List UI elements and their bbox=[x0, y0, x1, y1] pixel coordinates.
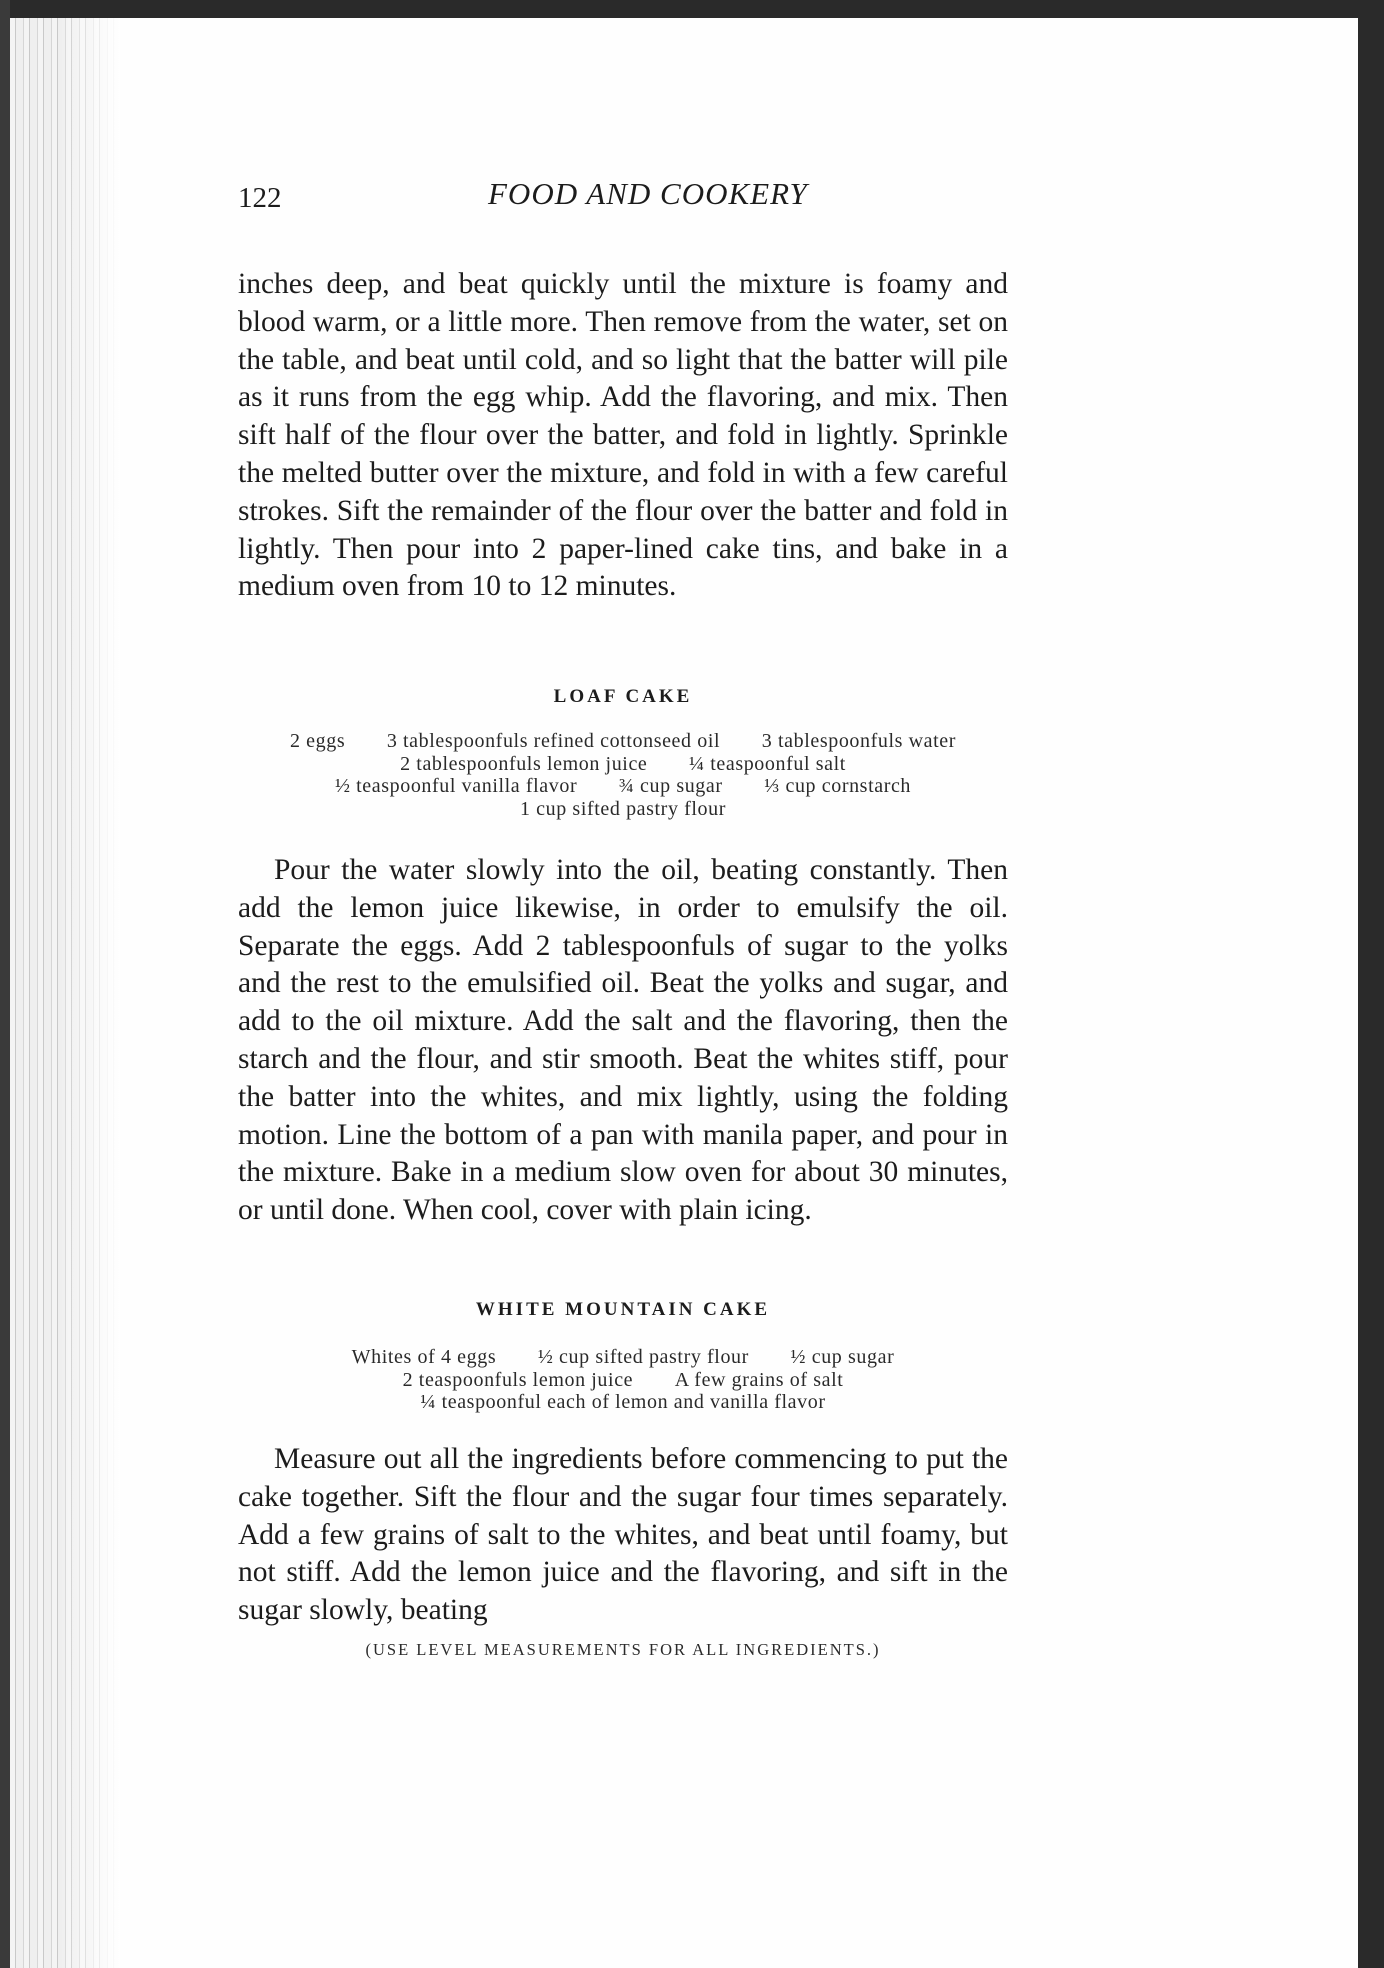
ingredient-item: ¾ cup sugar bbox=[618, 775, 723, 797]
directions-white-mountain-cake: Measure out all the ingredients before commencing to put the cake together. Sift the flour and the sugar four times separately. Add a few grains of salt to the whites, and beat until foamy, but not stiff. Add the lemon juice and the flavoring, and sift in the sugar slowly, beating bbox=[238, 1443, 1008, 1627]
ingredient-item: 1 cup sifted pastry flour bbox=[519, 797, 727, 820]
scan-border-left bbox=[0, 0, 10, 1968]
ingredient-item: ½ teaspoonful vanilla flavor bbox=[334, 775, 578, 797]
ingredient-list-loaf-cake bbox=[238, 730, 1008, 820]
ingredient-item: ⅓ cup cornstarch bbox=[764, 775, 912, 797]
ingredient-item: 2 tablespoonfuls lemon juice bbox=[400, 752, 648, 775]
ingredient-item: 2 teaspoonfuls lemon juice bbox=[402, 1368, 634, 1391]
ingredient-item: Whites of 4 eggs bbox=[351, 1346, 497, 1368]
ingredient-item: 2 eggs bbox=[289, 730, 346, 752]
ingredient-list-white-mountain-cake bbox=[238, 1346, 1008, 1414]
ingredient-line bbox=[238, 1346, 1008, 1369]
ingredient-item: A few grains of salt bbox=[674, 1368, 844, 1391]
opening-paragraph: inches deep, and beat quickly until the mixture is foamy and blood warm, or a little more. Then remove from the water, set on the table, and beat until cold, and so light that the batter will pile as it runs from the egg whip. Add the flavoring, and mix. Then sift half of the flour over the batter, and fold in lightly. Sprinkle the melted butter over the mixture, and fold in with a few careful strokes. Sift the remainder of the flour over the batter and fold in lightly. Then pour into 2 paper-lined cake tins, and bake in a medium oven from 10 to 12 minutes. bbox=[238, 268, 1008, 603]
ingredient-item: 3 tablespoonfuls water bbox=[761, 730, 957, 752]
ingredient-line bbox=[238, 730, 1008, 753]
running-head bbox=[238, 176, 1008, 232]
ingredient-line bbox=[238, 775, 1008, 798]
ingredient-item: ¼ teaspoonful salt bbox=[689, 752, 846, 775]
ingredient-item: ½ cup sifted pastry flour bbox=[537, 1346, 749, 1368]
page-number: 122 bbox=[238, 182, 282, 214]
ingredient-item: ½ cup sugar bbox=[790, 1346, 895, 1368]
ingredient-line bbox=[238, 1369, 1008, 1392]
directions-loaf-cake: Pour the water slowly into the oil, beating constantly. Then add the lemon juice likewise, in order to emulsify the oil. Separate the eggs. Add 2 tablespoonfuls of sugar to the yolks and the rest to the emulsified oil. Beat the yolks and sugar, and add to the oil mixture. Add the salt and the flavoring, then the starch and the flour, and stir smooth. Beat the whites stiff, pour the batter into the whites, and mix lightly, using the folding motion. Line the bottom of a pan with manila paper, and pour in the mixture. Bake in a medium slow oven for about 30 minutes, or until done. When cool, cover with plain icing. bbox=[238, 854, 1008, 1227]
ingredient-line bbox=[238, 798, 1008, 821]
recipe-title-white-mountain-cake: WHITE MOUNTAIN CAKE bbox=[475, 1299, 771, 1320]
scan-border-right bbox=[1358, 0, 1384, 1968]
ingredient-item: ¼ teaspoonful each of lemon and vanilla flavor bbox=[420, 1391, 826, 1413]
measurement-footnote: (USE LEVEL MEASUREMENTS FOR ALL INGREDIENTS.) bbox=[365, 1640, 881, 1659]
ingredient-item: 3 tablespoonfuls refined cottonseed oil bbox=[386, 730, 721, 752]
book-title: FOOD AND COOKERY bbox=[488, 176, 808, 211]
scan-border-top bbox=[0, 0, 1384, 18]
ingredient-line bbox=[238, 1391, 1008, 1414]
ingredient-line bbox=[238, 753, 1008, 776]
recipe-title-loaf-cake: LOAF CAKE bbox=[553, 686, 693, 707]
